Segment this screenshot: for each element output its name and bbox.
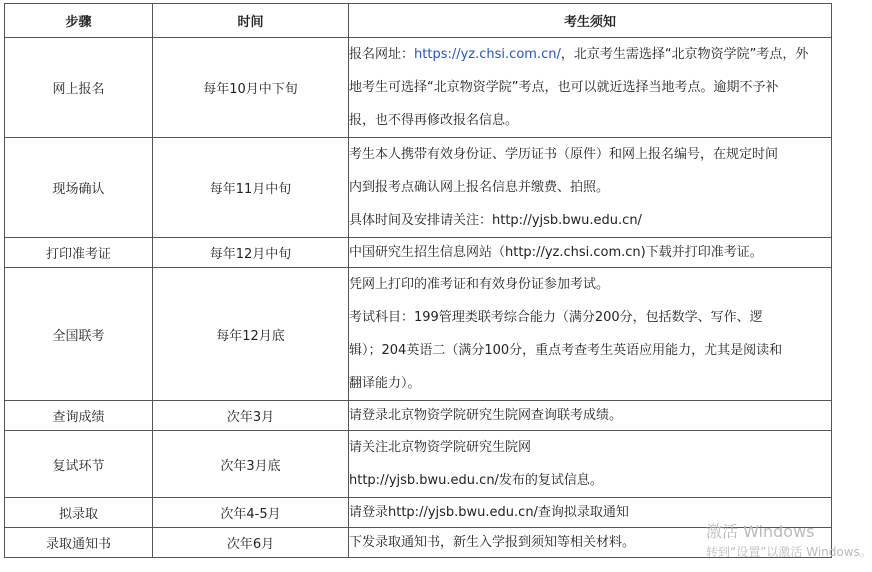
time-cell: 次年6月 [153, 528, 349, 558]
notes-line: 具体时间及安排请关注：http://yjsb.bwu.edu.cn/ [349, 213, 642, 228]
notes-cell [349, 238, 832, 268]
notes-line: http://yjsb.bwu.edu.cn/发布的复试信息。 [349, 473, 603, 488]
table-row [5, 431, 832, 498]
table-row [5, 38, 832, 138]
time-cell: 次年4-5月 [153, 498, 349, 528]
time-cell: 每年12月中旬 [153, 238, 349, 268]
step-cell: 现场确认 [5, 138, 153, 238]
notes-line: 请登录http://yjsb.bwu.edu.cn/查询拟录取通知 [349, 505, 629, 520]
notes-line: 内到报考点确认网上报名信息并缴费、拍照。 [349, 180, 610, 195]
notes-line: 请登录北京物资学院研究生院网查询联考成绩。 [349, 408, 623, 423]
notes-cell [349, 138, 832, 238]
table-row [5, 401, 832, 431]
notes-line: 中国研究生招生信息网站（http://yz.chsi.com.cn)下载并打印准考证。 [349, 245, 763, 260]
table-row [5, 138, 832, 238]
step-cell: 全国联考 [5, 268, 153, 401]
table-row [5, 238, 832, 268]
notes-line: 地考生可选择“北京物资学院”考点，也可以就近选择当地考点。逾期不予补 [349, 80, 779, 95]
registration-link[interactable]: https://yz.chsi.com.cn/ [414, 47, 561, 62]
watermark-subtitle: 转到“设置”以激活 Windows。 [706, 545, 872, 559]
notes-line: 考生本人携带有效身份证、学历证书（原件）和网上报名编号，在规定时间 [349, 147, 779, 162]
time-cell: 每年12月底 [153, 268, 349, 401]
notes-line: 考试科目：199管理类联考综合能力（满分200分，包括数学、写作、逻 [349, 310, 763, 325]
header-row [5, 4, 832, 38]
header-time: 时间 [153, 4, 349, 38]
time-cell: 次年3月 [153, 401, 349, 431]
notes-cell [349, 528, 832, 558]
time-cell: 每年11月中旬 [153, 138, 349, 238]
table-row [5, 528, 832, 558]
notes-line: 辑）；204英语二（满分100分，重点考查考生英语应用能力，尤其是阅读和 [349, 343, 783, 358]
time-cell: 次年3月底 [153, 431, 349, 498]
notes-cell [349, 268, 832, 401]
notes-line: 凭网上打印的准考证和有效身份证参加考试。 [349, 277, 610, 292]
step-cell: 打印准考证 [5, 238, 153, 268]
notes-cell [349, 431, 832, 498]
notes-line [349, 38, 831, 71]
admission-schedule-table [4, 3, 832, 558]
watermark-title: 激活 Windows [706, 522, 815, 541]
step-cell: 录取通知书 [5, 528, 153, 558]
notes-cell [349, 38, 832, 138]
notes-cell [349, 498, 832, 528]
notes-text: 报名网址： [349, 47, 415, 62]
table-row [5, 268, 832, 401]
time-cell: 每年10月中下旬 [153, 38, 349, 138]
notes-line: 翻译能力）。 [349, 376, 421, 391]
step-cell: 网上报名 [5, 38, 153, 138]
step-cell: 复试环节 [5, 431, 153, 498]
notes-line: 报，也不得再修改报名信息。 [349, 113, 519, 128]
notes-text: ，北京考生需选择“北京物资学院”考点，外 [560, 47, 809, 62]
notes-cell [349, 401, 832, 431]
notes-line: 下发录取通知书，新生入学报到须知等相关材料。 [349, 535, 636, 550]
header-notes: 考生须知 [349, 4, 832, 38]
table-row [5, 498, 832, 528]
notes-line: 请关注北京物资学院研究生院网 [349, 440, 532, 455]
step-cell: 拟录取 [5, 498, 153, 528]
header-step: 步骤 [5, 4, 153, 38]
step-cell: 查询成绩 [5, 401, 153, 431]
